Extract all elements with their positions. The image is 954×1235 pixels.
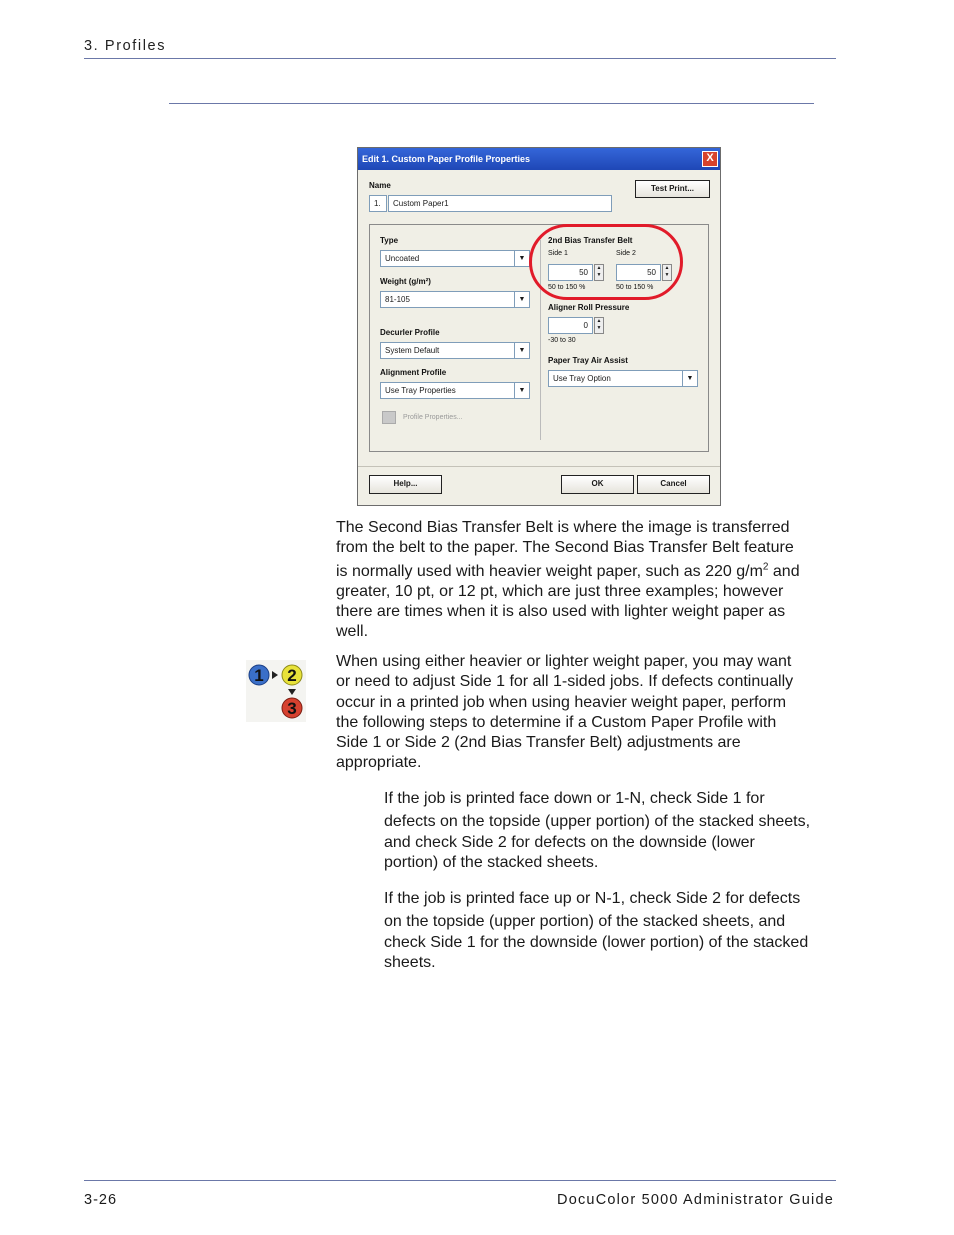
- cancel-button[interactable]: Cancel: [637, 475, 710, 494]
- header-rule: [84, 58, 836, 59]
- decurler-dropdown[interactable]: [380, 342, 530, 359]
- aligner-range: -30 to 30: [548, 337, 576, 344]
- text-line: there are times when it is also used with lighter weight paper as: [336, 603, 786, 621]
- chevron-down-icon[interactable]: ▼: [682, 371, 697, 386]
- text-span: is normally used with heavier weight paper, such as 220 g/m: [336, 562, 763, 580]
- chevron-down-icon[interactable]: ▼: [514, 251, 529, 266]
- text-line: portion) of the stacked sheets.: [384, 853, 599, 871]
- weight-dropdown[interactable]: [380, 291, 530, 308]
- text-line: the following steps to determine if a Custom Paper Profile with: [336, 713, 777, 731]
- text-line: and check Side 2 for defects on the downside (lower: [384, 833, 755, 851]
- name-label: Name: [369, 181, 391, 190]
- decurler-label: Decurler Profile: [380, 328, 440, 337]
- side1-spinner[interactable]: ▲ ▼: [594, 264, 604, 281]
- weight-value: 81-105: [385, 295, 410, 304]
- text-line: appropriate.: [336, 754, 422, 772]
- test-print-button[interactable]: Test Print...: [635, 180, 710, 198]
- text-span: and: [768, 562, 800, 580]
- procedure-paragraph: [336, 652, 836, 774]
- type-value: Uncoated: [385, 254, 420, 263]
- name-number-field: 1.: [369, 195, 387, 212]
- text-line: from the belt to the paper. The Second Bias Transfer Belt feature: [336, 539, 794, 557]
- bias-belt-label: 2nd Bias Transfer Belt: [548, 236, 633, 245]
- aligner-spinner[interactable]: ▲ ▼: [594, 317, 604, 334]
- text-line: on the topside (upper portion) of the stacked sheets, and: [384, 913, 786, 931]
- text-line: well.: [336, 623, 369, 641]
- running-header: 3. Profiles: [84, 38, 167, 54]
- ok-button[interactable]: OK: [561, 475, 634, 494]
- text-line: If the job is printed face down or 1-N, check Side 1 for: [384, 790, 765, 807]
- text-line: check Side 1 for the downside (lower portion) of the stacked: [384, 933, 809, 951]
- air-assist-label: Paper Tray Air Assist: [548, 356, 628, 365]
- step-2-number: 2: [287, 666, 297, 685]
- text-line: or need to adjust Side 1 for all 1-sided jobs. If defects continually: [336, 673, 794, 691]
- intro-paragraph: [336, 518, 836, 643]
- side1-input[interactable]: 50: [548, 264, 593, 281]
- superscript: 2: [762, 561, 769, 573]
- weight-label: Weight (g/m²): [380, 277, 431, 286]
- text-line: occur in a printed job when using heavier weight paper, perform: [336, 693, 787, 711]
- alignment-label: Alignment Profile: [380, 368, 447, 377]
- side2-label: Side 2: [616, 250, 636, 257]
- step-face-down: [384, 789, 836, 873]
- side2-range: 50 to 150 %: [616, 284, 654, 291]
- alignment-value: Use Tray Properties: [385, 386, 456, 395]
- highlight-circle: [529, 224, 683, 300]
- profile-properties-icon: [382, 411, 396, 424]
- text-line: [336, 562, 836, 582]
- chevron-down-icon[interactable]: ▼: [514, 383, 529, 398]
- side1-label: Side 1: [548, 250, 568, 257]
- text-line: sheets.: [384, 953, 436, 971]
- custom-paper-profile-dialog: [357, 147, 721, 506]
- dialog-title: Edit 1. Custom Paper Profile Properties: [362, 154, 531, 164]
- side1-range: 50 to 150 %: [548, 284, 586, 291]
- type-label: Type: [380, 236, 399, 245]
- text-line: greater, 10 pt, or 12 pt, which are just three examples; however: [336, 582, 784, 600]
- chevron-down-icon[interactable]: ▼: [514, 292, 529, 307]
- aligner-label: Aligner Roll Pressure: [548, 303, 630, 312]
- name-input[interactable]: Custom Paper1: [388, 195, 612, 212]
- type-dropdown[interactable]: [380, 250, 530, 267]
- decurler-value: System Default: [385, 346, 440, 355]
- dialog-titlebar: [358, 148, 720, 170]
- side2-spinner[interactable]: ▲ ▼: [662, 264, 672, 281]
- guide-title: DocuColor 5000 Administrator Guide: [557, 1192, 834, 1208]
- text-line: If the job is printed face up or N-1, check Side 2 for defects: [384, 890, 801, 907]
- close-icon[interactable]: X: [702, 151, 718, 167]
- air-assist-value: Use Tray Option: [553, 374, 611, 383]
- profile-properties-button[interactable]: Profile Properties...: [403, 414, 463, 421]
- text-line: When using either heavier or lighter weight paper, you may want: [336, 653, 792, 670]
- aligner-input[interactable]: 0: [548, 317, 593, 334]
- help-button[interactable]: Help...: [369, 475, 442, 494]
- step-3-number: 3: [287, 699, 297, 718]
- step-face-up: [384, 889, 836, 973]
- side2-input[interactable]: 50: [616, 264, 661, 281]
- step-1-number: 1: [254, 666, 264, 685]
- figure-rule: [169, 103, 814, 104]
- text-line: The Second Bias Transfer Belt is where the image is transferred: [336, 519, 790, 536]
- alignment-dropdown[interactable]: [380, 382, 530, 399]
- air-assist-dropdown[interactable]: [548, 370, 698, 387]
- page-number: 3-26: [84, 1192, 118, 1208]
- steps-icon: [246, 660, 306, 722]
- footer-rule: [84, 1180, 836, 1181]
- text-line: Side 1 or Side 2 (2nd Bias Transfer Belt) adjustments are: [336, 734, 741, 752]
- text-line: defects on the topside (upper portion) of the stacked sheets,: [384, 813, 811, 831]
- chevron-down-icon[interactable]: ▼: [514, 343, 529, 358]
- button-divider: [358, 466, 720, 467]
